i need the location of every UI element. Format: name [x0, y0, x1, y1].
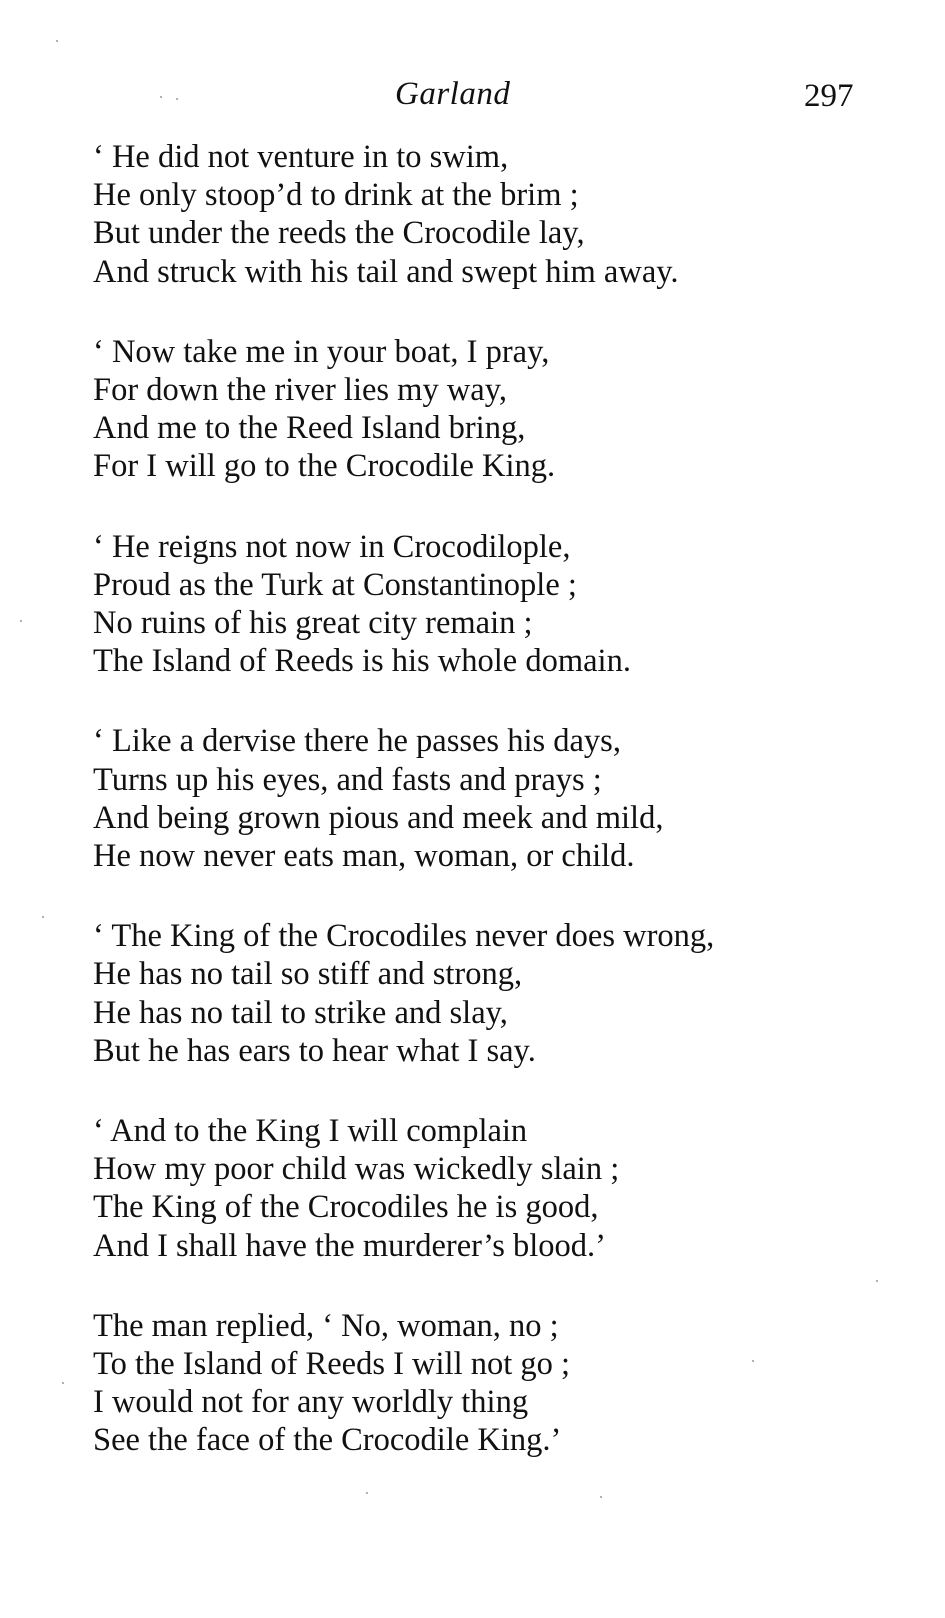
page-number: 297: [804, 78, 854, 114]
stanza-4: [93, 722, 923, 875]
verse-line: ‘ Like a dervise there he passes his days,: [93, 723, 621, 760]
scan-speck: [876, 1280, 878, 1282]
stanza-7: [93, 1307, 923, 1460]
scan-speck: [600, 1496, 602, 1498]
verse-line: And being grown pious and meek and mild,: [93, 799, 664, 836]
verse-line: ‘ Now take me in your boat, I pray,: [93, 333, 550, 370]
verse-line: And I shall have the murderer’s blood.’: [93, 1227, 606, 1264]
poem-body: [93, 138, 923, 1502]
verse-line: But under the reeds the Crocodile lay,: [93, 215, 585, 252]
scan-speck: [56, 40, 58, 42]
verse-line: How my poor child was wickedly slain ;: [93, 1151, 620, 1188]
stanza-6: [93, 1112, 923, 1265]
scan-speck: [42, 916, 44, 918]
verse-line: No ruins of his great city remain ;: [93, 605, 533, 642]
scan-speck: [752, 1360, 754, 1362]
scan-speck: [366, 1492, 368, 1494]
verse-line: And me to the Reed Island bring,: [93, 410, 526, 447]
scan-speck: [176, 98, 178, 100]
verse-line: He only stoop’d to drink at the brim ;: [93, 177, 579, 214]
running-title: Garland: [395, 76, 511, 112]
page-header: [0, 76, 945, 116]
scan-speck: [20, 620, 22, 622]
verse-line: Proud as the Turk at Constantinople ;: [93, 566, 577, 603]
verse-line: For down the river lies my way,: [93, 372, 507, 409]
verse-line: To the Island of Reeds I will not go ;: [93, 1346, 571, 1383]
scan-speck: [160, 96, 162, 98]
stanza-3: [93, 528, 923, 681]
verse-line: Turns up his eyes, and fasts and prays ;: [93, 761, 602, 798]
verse-line: He has no tail to strike and slay,: [93, 994, 508, 1031]
verse-line: The King of the Crocodiles he is good,: [93, 1189, 599, 1226]
verse-line: ‘ He reigns not now in Crocodilople,: [93, 528, 571, 565]
verse-line: ‘ The King of the Crocodiles never does wrong,: [93, 918, 715, 955]
verse-line: For I will go to the Crocodile King.: [93, 448, 556, 485]
verse-line: See the face of the Crocodile King.’: [93, 1422, 562, 1459]
verse-line: ‘ He did not venture in to swim,: [93, 139, 509, 175]
verse-line: He has no tail so stiff and strong,: [93, 956, 523, 993]
verse-line: He now never eats man, woman, or child.: [93, 838, 635, 875]
verse-line: But he has ears to hear what I say.: [93, 1032, 536, 1069]
verse-line: The Island of Reeds is his whole domain.: [93, 643, 631, 680]
scan-speck: [62, 1382, 64, 1384]
verse-line: And struck with his tail and swept him away.: [93, 253, 679, 290]
stanza-5: [93, 917, 923, 1070]
verse-line: The man replied, ‘ No, woman, no ;: [93, 1307, 559, 1344]
stanza-1: [93, 138, 923, 291]
verse-line: I would not for any worldly thing: [93, 1384, 529, 1421]
stanza-2: [93, 333, 923, 486]
verse-line: ‘ And to the King I will complain: [93, 1113, 528, 1150]
